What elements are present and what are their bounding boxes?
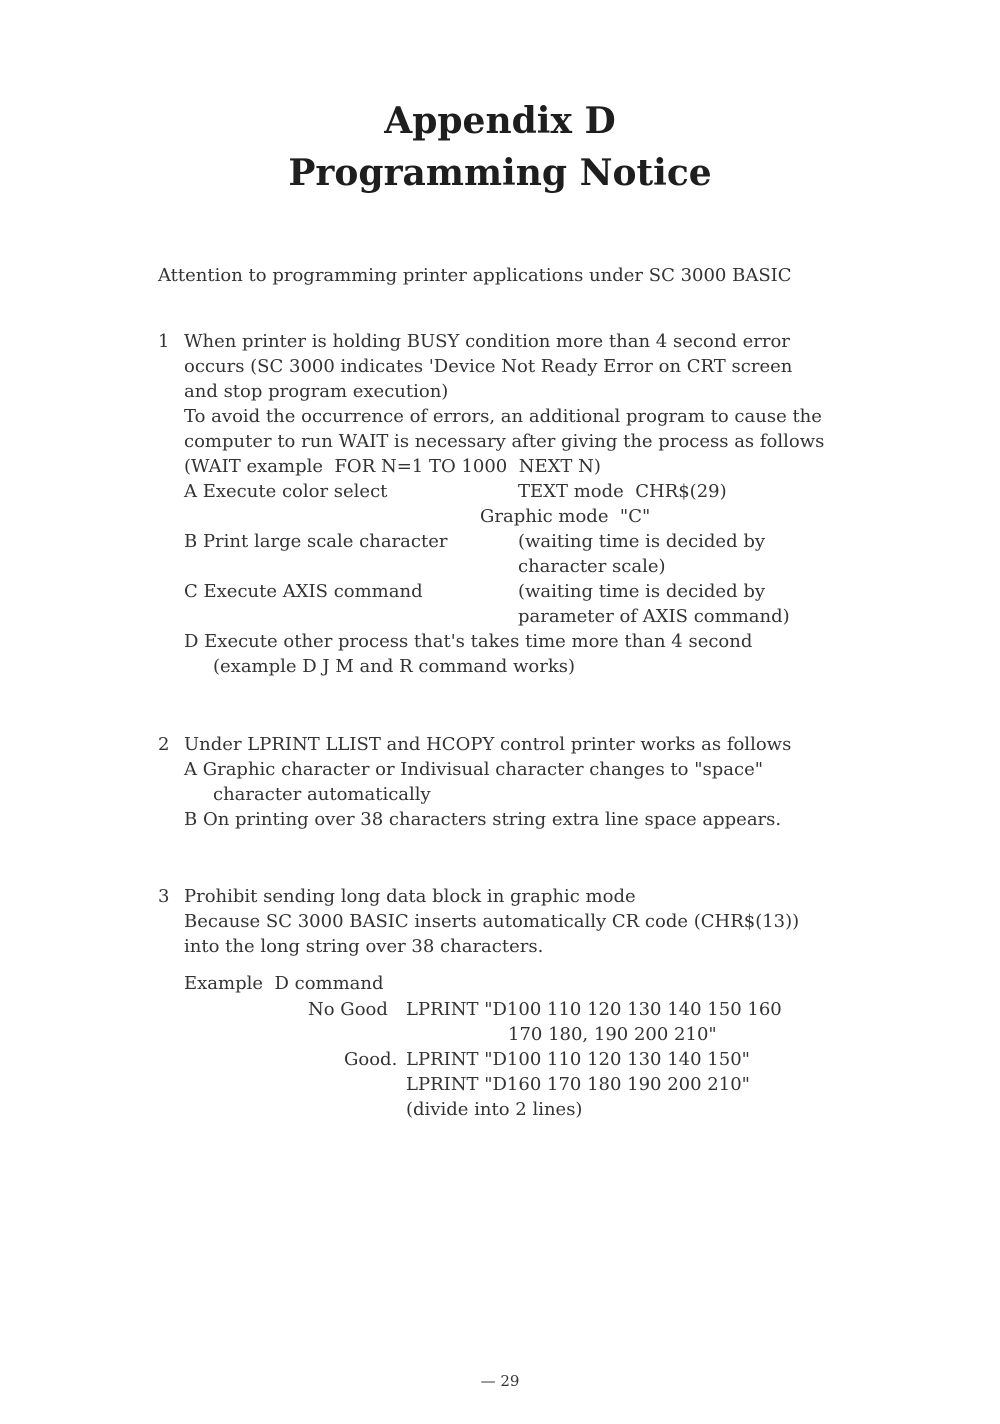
item-1-line-1: When printer is holding BUSY condition more than 4 second error xyxy=(184,331,790,352)
item-1-b-note-1: (waiting time is decided by xyxy=(518,531,766,552)
item-3-line-3: into the long string over 38 characters. xyxy=(184,936,544,957)
nogood-label: No Good xyxy=(308,999,388,1020)
item-1-b-note-2: character scale) xyxy=(518,556,666,577)
appendix-title: Appendix D xyxy=(384,100,616,142)
item-1-line-3: and stop program execution) xyxy=(184,381,449,402)
item-1-b-label: B Print large scale character xyxy=(184,531,448,552)
good-code-line-1: LPRINT "D100 110 120 130 140 150" xyxy=(406,1049,750,1070)
item-1-number: 1 xyxy=(158,331,170,352)
item-1-d-line-2: (example D J M and R command works) xyxy=(213,656,576,677)
item-1-c-label: C Execute AXIS command xyxy=(184,581,423,602)
page-number: — 29 xyxy=(480,1372,520,1390)
good-label: Good. xyxy=(344,1049,398,1070)
item-2-b-line-1: B On printing over 38 characters string extra line space appears. xyxy=(184,809,782,830)
item-1-a-text-mode: TEXT mode CHR$(29) xyxy=(518,481,727,502)
item-2-a-line-2: character automatically xyxy=(213,784,431,805)
nogood-code-line-2: 170 180, 190 200 210" xyxy=(508,1024,717,1045)
item-2-number: 2 xyxy=(158,734,170,755)
item-1-line-4: To avoid the occurrence of errors, an additional program to cause the xyxy=(184,406,822,427)
intro-text: Attention to programming printer applications under SC 3000 BASIC xyxy=(158,265,792,286)
item-1-c-note-1: (waiting time is decided by xyxy=(518,581,766,602)
item-2-a-line-1: A Graphic character or Indivisual character changes to "space" xyxy=(184,759,763,780)
item-3-number: 3 xyxy=(158,886,170,907)
item-1-line-6: (WAIT example FOR N=1 TO 1000 NEXT N) xyxy=(184,456,601,477)
item-1-a-label: A Execute color select xyxy=(184,481,388,502)
item-1-d-line-1: D Execute other process that's takes time more than 4 second xyxy=(184,631,753,652)
item-3-line-1: Prohibit sending long data block in graphic mode xyxy=(184,886,636,907)
good-code-line-2: LPRINT "D160 170 180 190 200 210" xyxy=(406,1074,750,1095)
item-1-line-5: computer to run WAIT is necessary after giving the process as follows xyxy=(184,431,825,452)
item-1-c-note-2: parameter of AXIS command) xyxy=(518,606,790,627)
appendix-subtitle: Programming Notice xyxy=(288,152,712,194)
good-code-note: (divide into 2 lines) xyxy=(406,1099,583,1120)
nogood-code-line-1: LPRINT "D100 110 120 130 140 150 160 xyxy=(406,999,782,1020)
example-heading: Example D command xyxy=(184,973,384,994)
item-3-line-2: Because SC 3000 BASIC inserts automatically CR code (CHR$(13)) xyxy=(184,911,800,932)
item-2-line-1: Under LPRINT LLIST and HCOPY control printer works as follows xyxy=(184,734,792,755)
item-1-a-graphic-mode: Graphic mode "C" xyxy=(480,506,651,527)
item-1-line-2: occurs (SC 3000 indicates 'Device Not Ready Error on CRT screen xyxy=(184,356,793,377)
